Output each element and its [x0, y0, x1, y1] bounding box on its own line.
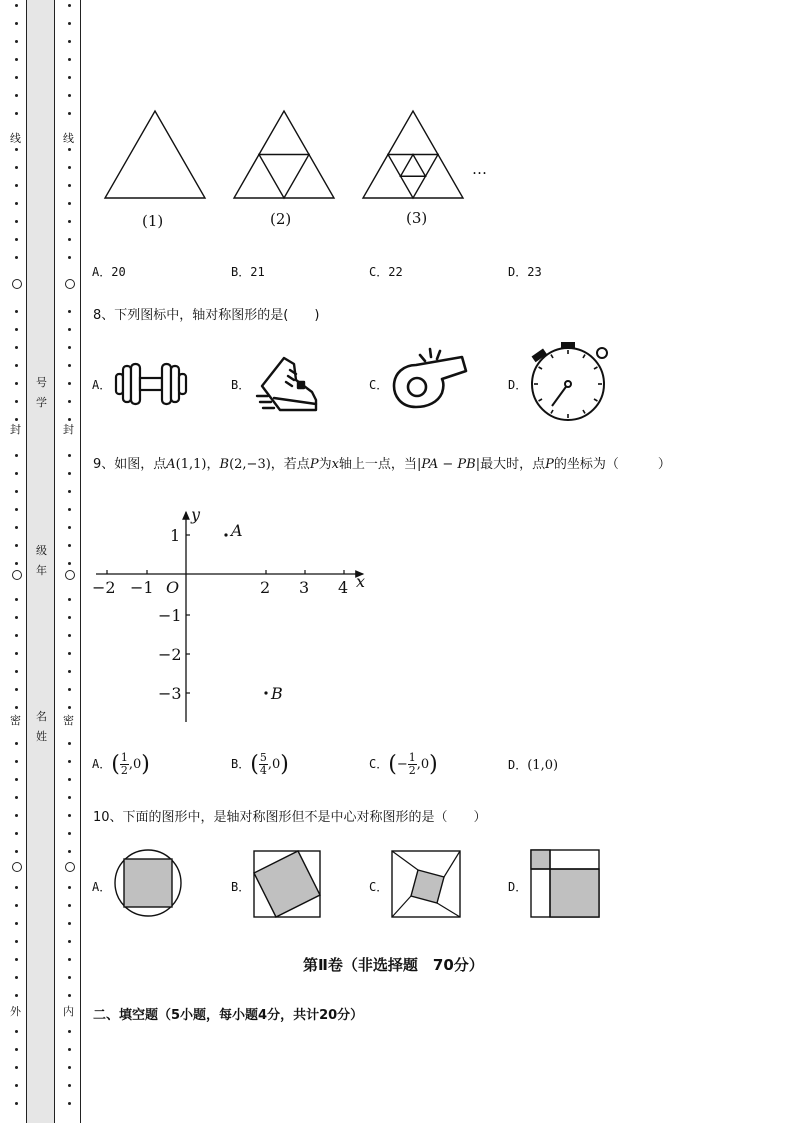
binding-dot: [68, 814, 71, 817]
triangle-figure-2: [234, 111, 334, 198]
binding-dot: [68, 418, 71, 421]
q8-option-c-label: C．: [369, 378, 389, 392]
x-tick-4: 4: [338, 578, 349, 597]
q9-mid4: 最大时，点: [480, 457, 546, 472]
y-tick-neg3: −3: [158, 684, 182, 703]
q9-option-b-fraction: $\frac{5}{4}$: [259, 751, 267, 777]
binding-dot: [68, 616, 71, 619]
q10-figure-a-circle-square: [112, 847, 184, 919]
binding-dot: [68, 958, 71, 961]
binding-dot: [15, 688, 18, 691]
binding-dot: [15, 1030, 18, 1033]
q9-prefix: 9、如图，点: [93, 457, 167, 472]
stopwatch-tick: [594, 367, 597, 369]
binding-dot: [15, 454, 18, 457]
sierpinski-figures: [100, 105, 520, 205]
binding-dot: [68, 256, 71, 259]
binding-dot: [15, 634, 18, 637]
binding-dot: [68, 490, 71, 493]
y-tick-neg2: −2: [158, 645, 182, 664]
binding-dot: [15, 1066, 18, 1069]
binding-dot: [15, 4, 18, 7]
point-b-label: B: [271, 684, 283, 703]
binding-dot: [15, 112, 18, 115]
point-b-marker: [264, 691, 267, 694]
binding-dot: [15, 904, 18, 907]
q9-point-p2: P: [545, 457, 554, 472]
binding-dot: [15, 814, 18, 817]
binding-circle-mark: [12, 279, 22, 289]
y-axis-label: y: [191, 505, 201, 524]
binding-dot: [15, 958, 18, 961]
x-tick-2: 2: [260, 578, 271, 597]
binding-dot: [68, 382, 71, 385]
binding-dot: [68, 688, 71, 691]
binding-dot: [68, 472, 71, 475]
q8-option-a-label: A．: [92, 378, 112, 392]
binding-dot: [68, 184, 71, 187]
binding-dot: [15, 562, 18, 565]
binding-dot: [68, 1048, 71, 1051]
binding-dot: [68, 922, 71, 925]
binding-dot: [15, 364, 18, 367]
binding-dot: [15, 166, 18, 169]
binding-dot: [15, 994, 18, 997]
stopwatch-icon: [528, 340, 612, 424]
binding-dot: [68, 328, 71, 331]
binding-dot: [68, 634, 71, 637]
binding-dot: [15, 508, 18, 511]
running-shoe-icon: [254, 352, 320, 414]
triangle-figure-1: [105, 111, 205, 198]
figure-caption-1: (1): [142, 212, 164, 230]
binding-dot: [68, 148, 71, 151]
binding-label-mi-left: 密: [10, 714, 21, 727]
binding-dot: [68, 76, 71, 79]
binding-label-feng-left: 封: [10, 423, 21, 436]
binding-circle-mark: [65, 570, 75, 580]
binding-dot-column-left: [12, 0, 22, 1123]
q9-mid3: 轴上一点，当: [338, 457, 417, 472]
name-label-ming: 名: [36, 710, 47, 723]
binding-dot: [68, 22, 71, 25]
binding-label-mi-right: 密: [63, 714, 74, 727]
binding-dot: [15, 148, 18, 151]
binding-circle-mark: [65, 279, 75, 289]
binding-dot: [68, 364, 71, 367]
binding-dot: [15, 22, 18, 25]
binding-dot: [15, 976, 18, 979]
binding-dot: [15, 310, 18, 313]
binding-dot: [68, 58, 71, 61]
binding-dot: [68, 112, 71, 115]
binding-dot: [15, 652, 18, 655]
binding-dot: [68, 706, 71, 709]
binding-dot: [68, 166, 71, 169]
q10-question: 10、下面的图形中，是轴对称图形但不是中心对称图形的是（ ）: [93, 810, 487, 825]
q9-mid2: 为: [318, 457, 332, 472]
binding-dot: [68, 1102, 71, 1105]
binding-dot: [68, 670, 71, 673]
binding-dot: [68, 940, 71, 943]
binding-dot: [68, 994, 71, 997]
q8-option-b-label: B．: [231, 378, 251, 392]
q9-suffix: 的坐标为（ ）: [553, 457, 671, 472]
binding-strip: [26, 0, 54, 1123]
q10-option-d-label: D．: [508, 880, 528, 894]
binding-dot: [15, 706, 18, 709]
binding-dot: [68, 976, 71, 979]
binding-dot: [15, 184, 18, 187]
q10-figure-b-rotated-square: [253, 850, 323, 920]
y-tick-1: 1: [170, 526, 181, 545]
binding-dot: [68, 400, 71, 403]
q8-option-d-label: D．: [508, 378, 528, 392]
y-tick-neg1: −1: [158, 606, 182, 625]
q9-option-c: C．(− $\frac{1}{2}$ ,0): [369, 751, 438, 777]
q9-point-a: A: [166, 457, 176, 472]
binding-dot: [68, 562, 71, 565]
binding-dot: [68, 526, 71, 529]
binding-dot: [68, 598, 71, 601]
binding-dot: [68, 202, 71, 205]
binding-dot: [68, 796, 71, 799]
binding-dot: [15, 220, 18, 223]
binding-dot: [68, 832, 71, 835]
binding-dot: [15, 40, 18, 43]
binding-dot: [15, 418, 18, 421]
binding-dot: [68, 310, 71, 313]
binding-dot: [68, 238, 71, 241]
binding-dot: [68, 94, 71, 97]
binding-dot: [15, 1048, 18, 1051]
q9-mid1: ，若点: [270, 457, 310, 472]
q7-option-c: C．22: [369, 265, 403, 279]
point-a-label: A: [231, 521, 243, 540]
binding-dot: [15, 526, 18, 529]
name-label-xing: 姓: [36, 730, 47, 743]
binding-dot: [15, 616, 18, 619]
binding-label-nei: 内: [63, 1005, 74, 1018]
q7-option-d: D．23: [508, 265, 542, 279]
coordinate-graph: [90, 500, 380, 730]
point-a-marker: [224, 533, 227, 536]
binding-label-xian-left: 线: [10, 132, 21, 145]
binding-dot: [68, 346, 71, 349]
binding-dot: [15, 742, 18, 745]
q9-sep: ，: [206, 457, 220, 472]
q7-option-a: A．20: [92, 265, 126, 279]
q10-figure-c-pinwheel-square: [391, 850, 463, 920]
q9-question: [93, 453, 671, 472]
binding-dot: [68, 886, 71, 889]
stopwatch-tick: [583, 355, 585, 358]
binding-dot: [68, 850, 71, 853]
figure-caption-3: (3): [406, 209, 428, 227]
q8-question: 8、下列图标中，轴对称图形的是( ): [93, 308, 320, 323]
binding-dot-column-right: [65, 0, 75, 1123]
binding-dot: [68, 778, 71, 781]
binding-dot: [15, 760, 18, 763]
binding-dot: [15, 850, 18, 853]
binding-label-xian-right: 线: [63, 132, 74, 145]
q9-option-d: D．(1,0): [508, 758, 559, 773]
binding-dot: [15, 400, 18, 403]
figure-ellipsis: …: [472, 160, 487, 178]
binding-dot: [15, 328, 18, 331]
q9-expression: |PA − PB|: [416, 457, 481, 472]
q9-option-a-fraction: $\frac{1}{2}$: [120, 751, 128, 777]
binding-dot: [15, 94, 18, 97]
binding-dot: [68, 544, 71, 547]
q9-point-p: P: [309, 457, 319, 472]
binding-dot: [68, 508, 71, 511]
binding-dot: [15, 1084, 18, 1087]
q10-figure-d-split-square: [530, 849, 602, 919]
binding-dot: [68, 742, 71, 745]
binding-line-mid: [54, 0, 55, 1123]
binding-dot: [15, 832, 18, 835]
stopwatch-tick: [539, 399, 542, 401]
binding-dot: [15, 886, 18, 889]
binding-dot: [68, 1084, 71, 1087]
binding-dot: [68, 4, 71, 7]
binding-dot: [68, 904, 71, 907]
q9-var-x: x: [331, 457, 339, 472]
stopwatch-tick: [551, 355, 553, 358]
stopwatch-tick: [539, 367, 542, 369]
binding-dot: [15, 202, 18, 205]
binding-dot: [15, 598, 18, 601]
binding-dot: [15, 922, 18, 925]
q10-option-a-label: A．: [92, 880, 112, 894]
stopwatch-tick: [583, 410, 585, 413]
x-tick-neg2: −2: [92, 578, 116, 597]
origin-label: O: [166, 578, 180, 597]
q9-option-c-fraction: $\frac{1}{2}$: [408, 751, 416, 777]
q9-coord-a: (1,1): [175, 457, 207, 472]
x-tick-3: 3: [299, 578, 310, 597]
fill-in-section-heading: 二、填空题（5小题，每小题4分，共计20分）: [93, 1008, 364, 1023]
binding-dot: [68, 1066, 71, 1069]
binding-dot: [15, 472, 18, 475]
x-tick-neg1: −1: [130, 578, 154, 597]
grade-label-ji: 级: [36, 544, 47, 557]
binding-dot: [15, 238, 18, 241]
binding-line-left: [26, 0, 27, 1123]
binding-circle-mark: [12, 570, 22, 580]
q10-option-b-label: B．: [231, 880, 251, 894]
binding-dot: [15, 1102, 18, 1105]
dumbbell-icon: [112, 360, 190, 408]
q7-option-b: B．21: [231, 265, 265, 279]
binding-dot: [15, 940, 18, 943]
binding-dot: [68, 652, 71, 655]
q10-option-c-label: C．: [369, 880, 389, 894]
q9-option-a: A．( $\frac{1}{2}$ ,0): [92, 751, 150, 777]
binding-dot: [15, 670, 18, 673]
binding-dot: [68, 220, 71, 223]
binding-dot: [15, 796, 18, 799]
q9-coord-b: (2,−3): [229, 457, 271, 472]
x-axis-label: x: [356, 572, 366, 591]
binding-dot: [15, 346, 18, 349]
binding-dot: [15, 382, 18, 385]
binding-dot: [68, 40, 71, 43]
figure-caption-2: (2): [270, 210, 292, 228]
binding-label-wai: 外: [10, 1005, 21, 1018]
stopwatch-tick: [551, 410, 553, 413]
binding-dot: [15, 490, 18, 493]
binding-dot: [15, 58, 18, 61]
student-id-label-xue: 学: [36, 396, 47, 409]
student-id-label-hao: 号: [36, 376, 47, 389]
binding-dot: [15, 256, 18, 259]
binding-dot: [68, 454, 71, 457]
whistle-icon: [390, 345, 472, 417]
binding-dot: [68, 1030, 71, 1033]
binding-circle-mark: [65, 862, 75, 872]
triangle-figure-3: [363, 111, 463, 198]
binding-dot: [15, 778, 18, 781]
part-two-title: 第Ⅱ卷（非选择题 70分）: [303, 956, 484, 974]
q9-point-b: B: [219, 457, 230, 472]
grade-label-nian: 年: [36, 564, 47, 577]
binding-label-feng-right: 封: [63, 423, 74, 436]
binding-circle-mark: [12, 862, 22, 872]
binding-dot: [15, 76, 18, 79]
binding-dot: [15, 544, 18, 547]
stopwatch-tick: [594, 399, 597, 401]
binding-dot: [68, 760, 71, 763]
q9-option-b: B．( $\frac{5}{4}$ ,0): [231, 751, 289, 777]
binding-line-right: [80, 0, 81, 1123]
